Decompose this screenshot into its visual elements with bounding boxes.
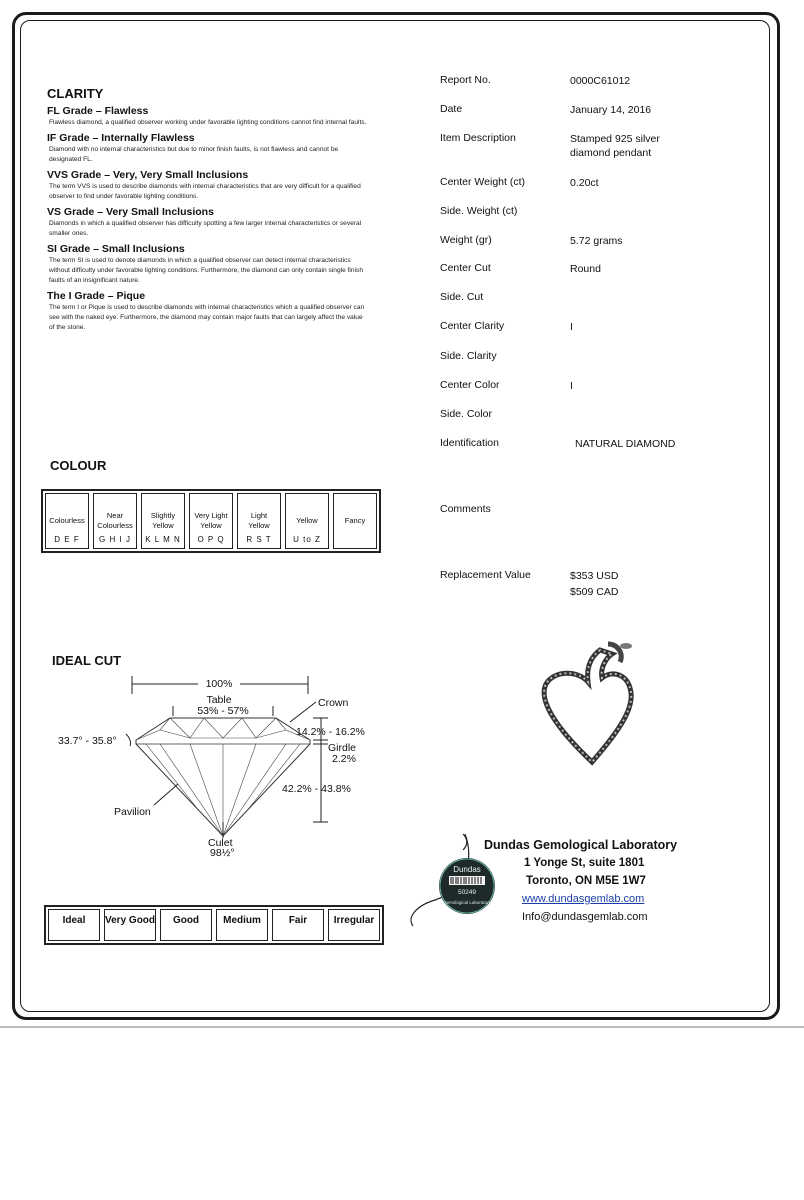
colour-cell-slightly-yellow	[141, 493, 185, 549]
width-label: 100%	[205, 678, 233, 690]
report-value: 0000C61012	[570, 75, 631, 87]
ideal-cut-title: IDEAL CUT	[52, 653, 122, 668]
report-label: Date	[440, 103, 463, 115]
report-label: Center Clarity	[440, 320, 505, 332]
report-label: Center Cut	[440, 262, 491, 274]
cut-grade-fair: Fair	[272, 909, 324, 941]
colour-cell-yellow	[285, 493, 329, 549]
report-label: Side. Weight (ct)	[440, 205, 518, 217]
grade-title: VS Grade – Very Small Inclusions	[47, 206, 214, 218]
report-value: I	[570, 380, 573, 392]
colour-name: Colourless	[49, 516, 85, 525]
colour-cell-very-light-yellow	[189, 493, 233, 549]
clarity-grade-vvs	[47, 169, 367, 202]
report-value: 0.20ct	[570, 177, 599, 189]
colour-letters: G H I J	[99, 535, 131, 544]
colour-letters: O P Q	[197, 535, 225, 544]
cut-grade-table	[44, 905, 384, 945]
clarity-grade-i	[47, 290, 367, 333]
girdle-value-label: 2.2%	[332, 753, 356, 765]
colour-letters: D E F	[54, 535, 80, 544]
clarity-section	[47, 86, 367, 333]
grade-title: FL Grade – Flawless	[47, 105, 149, 117]
colour-name: Fancy	[344, 516, 366, 525]
diamond-diagram	[50, 672, 380, 862]
lab-address-line1: 1 Yonge St, suite 1801	[524, 857, 645, 869]
cut-grade-medium: Medium	[216, 909, 268, 941]
colour-letters: R S T	[246, 535, 272, 544]
report-value: I	[570, 321, 573, 333]
colour-name: Light Yellow	[248, 511, 270, 530]
report-value: Stamped 925 silver diamond pendant	[570, 133, 660, 159]
report-label: Side. Color	[440, 408, 492, 420]
colour-letters: U to Z	[293, 535, 321, 544]
table-range-label: 53% - 57%	[197, 705, 249, 717]
clarity-grade-si	[47, 243, 367, 286]
culet-value-label: 98½°	[210, 847, 235, 859]
report-label: Weight (gr)	[440, 234, 492, 246]
grade-description: Diamonds in which a qualified observer has difficulty spotting a few larger internal characteristics or several smaller ones.	[49, 220, 362, 237]
colour-name: Yellow	[296, 516, 318, 525]
cut-grade-ideal: Ideal	[48, 909, 100, 941]
lab-contact	[484, 836, 744, 926]
lab-email[interactable]: Info@dundasgemlab.com	[522, 911, 648, 923]
grade-title: VVS Grade – Very, Very Small Inclusions	[47, 169, 249, 181]
lab-address-line2: Toronto, ON M5E 1W7	[526, 875, 646, 887]
report-value: Round	[570, 263, 601, 275]
report-label: Item Description	[440, 132, 516, 144]
pendant-photo	[530, 640, 650, 770]
clarity-grade-if	[47, 132, 367, 165]
report-label: Identification	[440, 437, 499, 449]
crown-height-label: 14.2% - 16.2%	[296, 726, 365, 738]
report-value: 5.72 grams	[570, 235, 623, 247]
crown-angle-label: 33.7° - 35.8°	[58, 735, 117, 747]
seal-bottom-text: Gemological Laboratory	[443, 900, 491, 905]
culet-label: Culet	[208, 837, 233, 849]
lab-name: Dundas Gemological Laboratory	[484, 838, 678, 852]
lab-seal-logo	[405, 830, 495, 930]
cut-grade-very-good: Very Good	[104, 909, 156, 941]
colour-cell-colourless	[45, 493, 89, 549]
seal-top-text: Dundas	[453, 865, 481, 874]
table-label: Table	[206, 694, 232, 706]
grade-description: Diamond with no internal characteristics but due to minor finish faults, is not flawless and cannot be designated FL.	[49, 146, 339, 163]
report-label: Side. Cut	[440, 291, 484, 303]
grade-description: The term VVS is used to describe diamonds with internal characteristics that are very difficult for a qualified observer to find under favorable lighting conditions.	[49, 183, 361, 200]
report-value: NATURAL DIAMOND	[575, 438, 676, 450]
clarity-title: CLARITY	[47, 86, 104, 101]
lab-website-link[interactable]: www.dundasgemlab.com	[522, 893, 645, 905]
grade-description: The term SI is used to denote diamonds in which a qualified observer can detect internal characteristics without difficulty under favorable lighting conditions. Furthermore, the diamond can only contain single finish faults of an insignificant nature.	[49, 257, 363, 284]
colour-name: Very Light Yellow	[194, 511, 228, 530]
crown-label: Crown	[318, 697, 349, 709]
pavilion-label: Pavilion	[114, 806, 151, 818]
colour-letters: K L M N	[145, 535, 181, 544]
report-label: Replacement Value	[440, 569, 531, 581]
grade-title: The I Grade – Pique	[47, 290, 146, 302]
cut-grade-good: Good	[160, 909, 212, 941]
clarity-grade-fl	[47, 105, 367, 128]
grade-title: IF Grade – Internally Flawless	[47, 132, 195, 144]
page-bottom-rule	[0, 1026, 804, 1028]
cut-grade-irregular: Irregular	[328, 909, 380, 941]
colour-name: Slightly Yellow	[150, 511, 176, 530]
clarity-grade-vs	[47, 206, 367, 239]
report-value: January 14, 2016	[570, 104, 652, 116]
grade-description: The term I or Pique is used to describe diamonds with internal characteristics which a qualified observer can see with the naked eye. Furthermore, the diamond may contain major faults that can largely affect the value of the stone.	[49, 304, 365, 331]
colour-title: COLOUR	[50, 458, 107, 473]
seal-number-text: 50249	[457, 889, 477, 896]
colour-cell-near-colourless	[93, 493, 137, 549]
report-label: Report No.	[440, 74, 491, 86]
report-label: Comments	[440, 503, 491, 515]
colour-cell-light-yellow	[237, 493, 281, 549]
grade-title: SI Grade – Small Inclusions	[47, 243, 185, 255]
colour-name: Near Colourless	[97, 511, 133, 530]
report-label: Center Weight (ct)	[440, 176, 525, 188]
report-label: Center Color	[440, 379, 500, 391]
report-value: $353 USD	[570, 570, 619, 582]
grade-description: Flawless diamond, a qualified observer working under favorable lighting conditions cannot find internal faults.	[49, 119, 367, 126]
report-label: Side. Clarity	[440, 350, 497, 362]
colour-cell-fancy	[333, 493, 377, 549]
replacement-value-cad: $509 CAD	[570, 586, 619, 598]
colour-scale-table	[41, 489, 381, 553]
pavilion-depth-label: 42.2% - 43.8%	[282, 783, 351, 795]
girdle-label: Girdle	[328, 742, 357, 754]
